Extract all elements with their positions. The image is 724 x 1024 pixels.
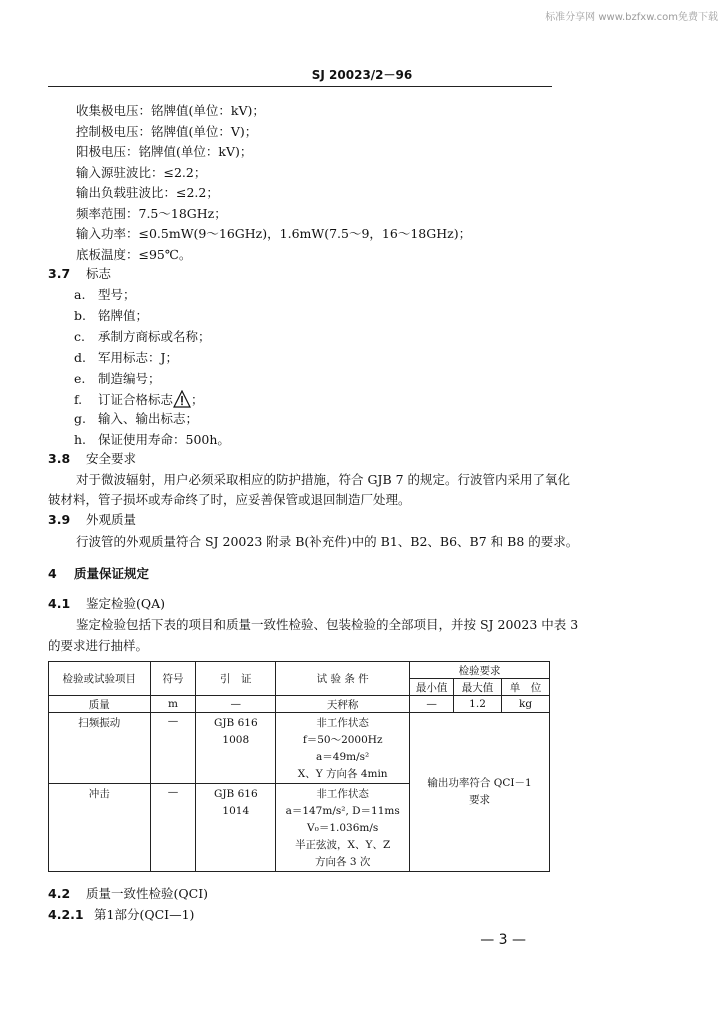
header-rule bbox=[48, 86, 552, 87]
condition-line: 非工作状态 bbox=[316, 717, 369, 729]
param-line: 输入源驻波比：≤2.2； bbox=[76, 165, 207, 180]
ref-line: GJB 616 bbox=[213, 788, 258, 800]
item-text: 制造编号； bbox=[98, 371, 161, 386]
section-number: 3.9 bbox=[48, 512, 71, 527]
mark-item bbox=[74, 371, 161, 387]
condition-line: V₀＝1.036m/s bbox=[307, 822, 379, 834]
cell-symbol: — bbox=[150, 784, 196, 872]
header-max: 最大值 bbox=[454, 679, 502, 696]
section-title: 标志 bbox=[86, 266, 112, 281]
item-text: 型号； bbox=[98, 287, 136, 302]
section-4 bbox=[48, 566, 149, 582]
header-symbol: 符号 bbox=[150, 662, 196, 696]
cell-condition bbox=[276, 713, 410, 784]
mark-item bbox=[74, 287, 136, 303]
cell-reference: — bbox=[196, 696, 276, 713]
cell-symbol: m bbox=[150, 696, 196, 713]
section-3-9 bbox=[48, 512, 136, 528]
section-number: 4.2.1 bbox=[48, 907, 84, 922]
requirement-line: 要求 bbox=[469, 794, 491, 806]
condition-line: 非工作状态 bbox=[316, 788, 369, 800]
watermark: 标准分享网 www.bzfxw.com免费下载 bbox=[545, 12, 718, 23]
cell-unit: kg bbox=[502, 696, 550, 713]
mark-item bbox=[74, 350, 178, 366]
section-3-8 bbox=[48, 451, 136, 467]
header-min: 最小值 bbox=[410, 679, 454, 696]
ref-line: GJB 616 bbox=[213, 717, 258, 729]
item-letter: d. bbox=[74, 350, 86, 365]
header-item: 检验或试验项目 bbox=[49, 662, 151, 696]
paragraph-line: 对于微波辐射，用户必须采取相应的防护措施，符合 GJB 7 的规定。行波管内采用了氧化 bbox=[76, 472, 571, 487]
ref-line: 1008 bbox=[222, 734, 250, 746]
header-condition: 试 验 条 件 bbox=[276, 662, 410, 696]
table-header-row bbox=[49, 662, 550, 679]
warning-triangle-icon bbox=[173, 390, 191, 408]
cell-min: — bbox=[410, 696, 454, 713]
mark-item bbox=[74, 432, 230, 448]
paragraph-line: 行波管的外观质量符合 SJ 20023 附录 B(补充件)中的 B1、B2、B6、B7 和 B8 的要求。 bbox=[76, 534, 579, 549]
cell-item: 质量 bbox=[49, 696, 151, 713]
item-text: 承制方商标或名称； bbox=[98, 329, 211, 344]
item-letter: e. bbox=[74, 371, 86, 386]
param-line: 底板温度：≤95℃。 bbox=[76, 247, 192, 262]
item-text: 保证使用寿命：500h。 bbox=[98, 432, 230, 447]
condition-line: a＝49m/s² bbox=[316, 751, 370, 763]
section-number: 4.2 bbox=[48, 886, 71, 901]
cell-condition bbox=[276, 784, 410, 872]
ref-line: 1014 bbox=[222, 805, 250, 817]
param-line: 阳极电压：铭牌值(单位：kV)； bbox=[76, 144, 253, 159]
cell-item bbox=[49, 713, 151, 784]
condition-line: f＝50～2000Hz bbox=[302, 734, 383, 746]
param-line: 频率范围：7.5～18GHz； bbox=[76, 206, 227, 221]
section-title: 质量一致性检验(QCI) bbox=[86, 886, 209, 901]
section-title: 质量保证规定 bbox=[74, 566, 150, 581]
document-header: SJ 20023/2－96 bbox=[311, 68, 413, 82]
section-4-2-1 bbox=[48, 907, 194, 923]
cell-symbol: — bbox=[150, 713, 196, 784]
param-line: 控制极电压：铭牌值(单位：V)； bbox=[76, 124, 258, 139]
table-row bbox=[49, 696, 550, 713]
cell-condition: 天秤称 bbox=[276, 696, 410, 713]
mark-item bbox=[74, 390, 204, 408]
section-4-1 bbox=[48, 596, 165, 612]
param-line: 输出负载驻波比：≤2.2； bbox=[76, 185, 219, 200]
header-unit: 单 位 bbox=[502, 679, 550, 696]
item-suffix: ； bbox=[191, 392, 204, 407]
header-reference: 引 证 bbox=[196, 662, 276, 696]
section-title: 外观质量 bbox=[86, 512, 137, 527]
item-text: 铭牌值； bbox=[98, 308, 149, 323]
param-line: 收集极电压：铭牌值(单位：kV)； bbox=[76, 103, 265, 118]
mark-item bbox=[74, 329, 211, 345]
item-letter: a. bbox=[74, 287, 86, 302]
condition-line: 方向各 3 次 bbox=[314, 856, 371, 868]
requirement-line: 输出功率符合 QCI－1 bbox=[427, 777, 532, 789]
header-requirement: 检验要求 bbox=[410, 662, 550, 679]
item-text: 订证合格标志 bbox=[98, 392, 174, 407]
section-3-7 bbox=[48, 266, 111, 282]
paragraph-line: 的要求进行抽样。 bbox=[48, 638, 149, 653]
item-text: 军用标志：J； bbox=[98, 350, 179, 365]
paragraph-line: 鉴定检验包括下表的项目和质量一致性检验、包装检验的全部项目，并按 SJ 20023 中表 3 bbox=[76, 617, 579, 632]
inspection-table bbox=[48, 661, 550, 872]
param-line: 输入功率：≤0.5mW(9～16GHz)，1.6mW(7.5～9，16～18GHz)； bbox=[76, 226, 472, 241]
section-number: 4 bbox=[48, 566, 57, 581]
cell-item-text: 扫频振动 bbox=[78, 717, 121, 729]
cell-reference bbox=[196, 713, 276, 784]
cell-max: 1.2 bbox=[454, 696, 502, 713]
condition-line: X、Y 方向各 4min bbox=[297, 768, 388, 780]
cell-shared-requirement bbox=[410, 713, 550, 872]
section-number: 4.1 bbox=[48, 596, 71, 611]
section-title: 安全要求 bbox=[86, 451, 137, 466]
item-letter: h. bbox=[74, 432, 87, 447]
section-4-2 bbox=[48, 886, 208, 902]
mark-item bbox=[74, 411, 198, 427]
item-letter: b. bbox=[74, 308, 86, 323]
paragraph-line: 铍材料，管子损坏或寿命终了时，应妥善保管或退回制造厂处理。 bbox=[48, 492, 411, 507]
section-title: 鉴定检验(QA) bbox=[86, 596, 166, 611]
item-letter: g. bbox=[74, 411, 86, 426]
mark-item bbox=[74, 308, 148, 324]
section-number: 3.8 bbox=[48, 451, 71, 466]
item-letter: c. bbox=[74, 329, 85, 344]
cell-item: 冲击 bbox=[49, 784, 151, 872]
condition-line: 半正弦波，X、Y、Z bbox=[295, 839, 391, 851]
condition-line: a＝147m/s², D＝11ms bbox=[285, 805, 400, 817]
page-number: — 3 — bbox=[480, 932, 526, 948]
section-number: 3.7 bbox=[48, 266, 71, 281]
table-row bbox=[49, 713, 550, 784]
item-letter: f. bbox=[74, 392, 83, 407]
cell-reference bbox=[196, 784, 276, 872]
item-text: 输入、输出标志； bbox=[98, 411, 199, 426]
section-title: 第1部分(QCI—1) bbox=[94, 907, 195, 922]
